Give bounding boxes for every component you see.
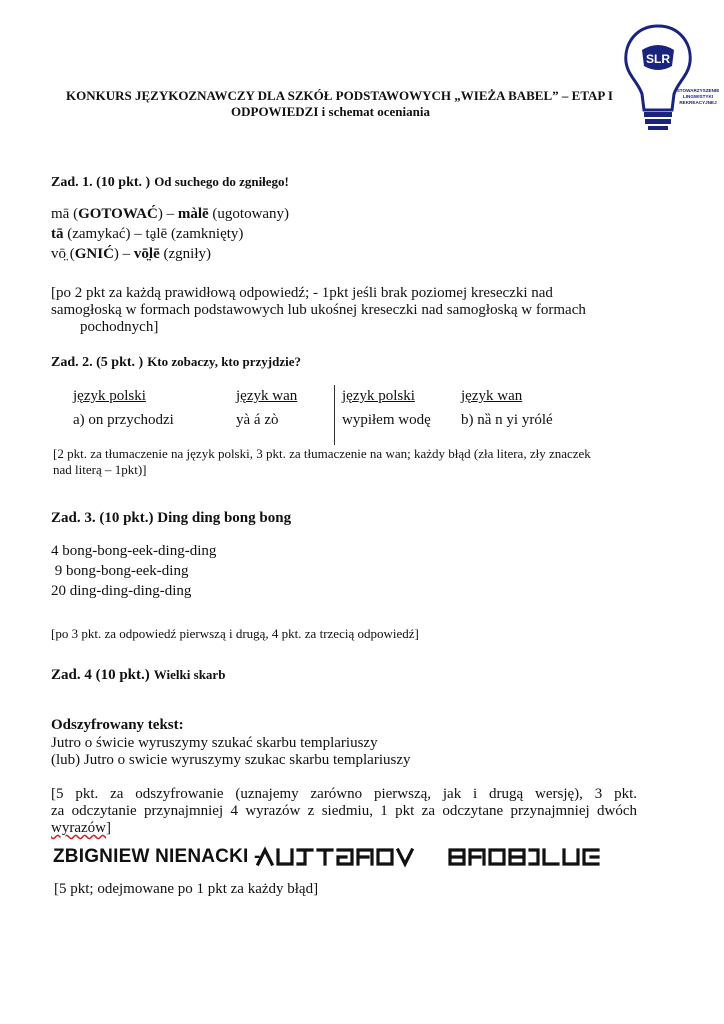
- task1-heading: [51, 173, 289, 191]
- task1-answer-line: tā (zamykać) – tḁlē (zamknięty): [51, 226, 244, 242]
- task3-scoring: [po 3 pkt. za odpowiedź pierwszą i drugą, 4 pkt. za trzecią odpowiedź]: [51, 626, 419, 641]
- table-cell: yà á zò: [236, 412, 279, 428]
- cipher-scoring-note: [5 pkt; odejmowane po 1 pkt za każdy błąd]: [54, 881, 319, 897]
- cipher-glyphs: [256, 846, 616, 868]
- table-cell: wypiłem wodę: [342, 412, 431, 428]
- decoded-line: Jutro o świcie wyruszymy szukać skarbu templariuszy: [51, 735, 378, 751]
- task4-scoring-line: [5 pkt. za odszyfrowanie (uznajemy zarówno pierwszą, jak i drugą wersję), 3 pkt.: [51, 786, 637, 802]
- task1-scoring-line: [po 2 pkt za każdą prawidłową odpowiedź; - 1pkt jeśli brak poziomej kreseczki nad: [51, 285, 553, 301]
- task4-number: Zad. 4 (10 pkt.): [51, 667, 150, 683]
- task2-heading: [51, 353, 301, 371]
- decoded-label: Odszyfrowany tekst:: [51, 717, 184, 733]
- table-cell: a) on przychodzi: [73, 412, 174, 428]
- task3-answer-line: 9 bong-bong-eek-ding: [51, 563, 189, 579]
- task1-title: Od suchego do zgniłego!: [154, 174, 289, 189]
- table-header: język polski: [73, 388, 146, 404]
- svg-text:SLR: SLR: [646, 52, 670, 66]
- task3-answer-line: 4 bong-bong-eek-ding-ding: [51, 543, 217, 559]
- spellcheck-word: wyrazów: [51, 820, 106, 836]
- task2-scoring-line: [2 pkt. za tłumaczenie na język polski, 3 pkt. za tłumaczenie na wan; każdy błąd (zła litera, zły znaczek: [53, 446, 591, 461]
- header-subtitle: ODPOWIEDZI i schemat oceniania: [231, 104, 430, 119]
- header-title: KONKURS JĘZYKOZNAWCZY DLA SZKÓŁ PODSTAWOWYCH „WIEŻA BABEL” – ETAP I: [66, 88, 613, 103]
- task4-scoring-line: za odczytanie przynajmniej 4 wyrazów z siedmiu, 1 pkt za odczytane przynajmniej dwóch: [51, 803, 637, 819]
- svg-text:LINGWISTYKI: LINGWISTYKI: [682, 94, 714, 99]
- slr-logo: [614, 18, 720, 133]
- task2-number: Zad. 2. (5 pkt. ): [51, 355, 144, 370]
- task1-answer-line: vō̤ (GNIĆ) – vō̤lē (zgniły): [51, 246, 211, 262]
- svg-text:REKREACYJNEJ: REKREACYJNEJ: [679, 100, 717, 105]
- task3-answer-line: 20 ding-ding-ding-ding: [51, 583, 192, 599]
- cipher-plain-text: ZBIGNIEW NIENACKI -: [53, 846, 261, 867]
- task2-scoring-line: nad literą – 1pkt)]: [53, 462, 147, 477]
- task2-title: Kto zobaczy, kto przyjdzie?: [147, 354, 301, 369]
- task1-scoring-line: pochodnych]: [80, 319, 159, 335]
- table-divider: [334, 385, 335, 445]
- task4-heading: [51, 666, 225, 684]
- table-header: język wan: [236, 388, 298, 404]
- table-header: język wan: [461, 388, 523, 404]
- task4-scoring-line: wyrazów]: [51, 820, 111, 836]
- svg-text:STOWARZYSZENIE: STOWARZYSZENIE: [676, 88, 720, 93]
- task1-scoring-line: samogłoską w formach podstawowych lub ukośnej kreseczki nad samogłoską w formach: [51, 302, 586, 318]
- task1-answer-line: mā (GOTOWAĆ) – màlē (ugotowany): [51, 206, 290, 222]
- task4-title: Wielki skarb: [153, 667, 226, 682]
- table-cell: b) nȁ n yi yrólé: [461, 412, 553, 428]
- task1-number: Zad. 1. (10 pkt. ): [51, 175, 151, 190]
- task3-heading: Zad. 3. (10 pkt.) Ding ding bong bong: [51, 510, 292, 526]
- decoded-line: (lub) Jutro o swicie wyruszymy szukac skarbu templariuszy: [51, 752, 411, 768]
- table-header: język polski: [342, 388, 415, 404]
